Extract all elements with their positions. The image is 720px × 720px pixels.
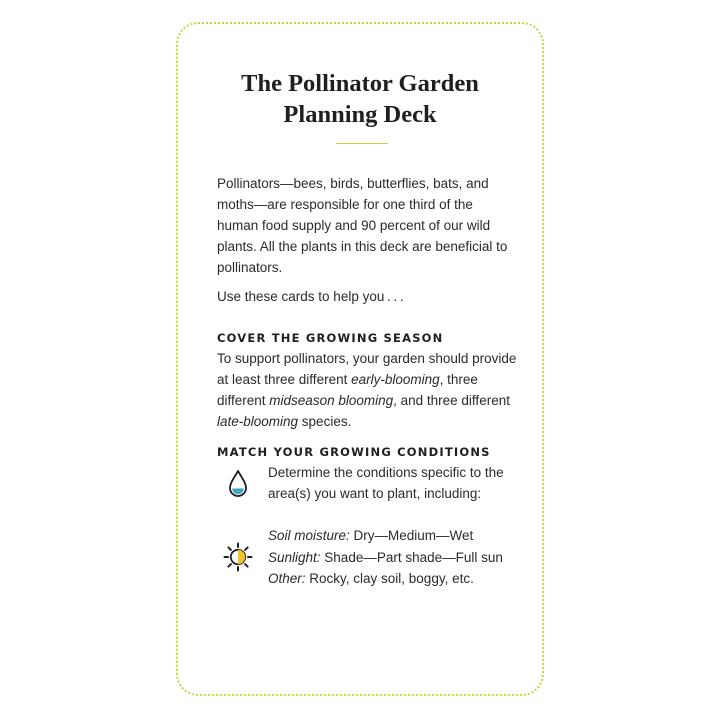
emphasis-midseason: midseason blooming: [269, 393, 394, 408]
conditions-paragraph: Determine the conditions specific to the area(s) you want to plant, including:: [268, 465, 504, 501]
emphasis-late: late-blooming: [217, 414, 299, 429]
section-heading-growing-conditions: MATCH YOUR GROWING CONDITIONS: [217, 445, 491, 459]
soil-moisture-label: Soil moisture:: [268, 528, 350, 543]
info-card: [176, 22, 544, 696]
sun-icon: [223, 542, 253, 572]
text-segment: species.: [298, 414, 352, 429]
section-heading-growing-season: COVER THE GROWING SEASON: [217, 331, 444, 345]
sunlight-label: Sunlight:: [268, 549, 321, 565]
title-divider: [336, 143, 388, 144]
use-cards-text: Use these cards to help you . . .: [217, 289, 404, 304]
sunlight-value: Shade—Part shade—Full sun: [320, 549, 503, 565]
other-value: Rocky, clay soil, boggy, etc.: [305, 571, 474, 586]
conditions-list: [268, 525, 528, 590]
title-line-2: Planning Deck: [283, 101, 437, 128]
sunlight-line: [268, 547, 528, 569]
text-segment: To support pollinators, your garden should provide at least three different: [217, 351, 517, 387]
text-segment: , three different: [217, 372, 478, 408]
growing-season-paragraph: [217, 348, 517, 432]
other-label: Other:: [268, 571, 306, 586]
soil-moisture-value: Dry—Medium—Wet: [349, 528, 474, 543]
text-segment: , and three different: [393, 393, 510, 408]
emphasis-early: early-blooming: [351, 372, 440, 387]
intro-paragraph: Pollinators—bees, birds, butterflies, bats, and moths—are responsible for one third of the human food supply and 90 percent of our wild plants. All the plants in this deck are beneficial to pollinators.: [217, 176, 508, 275]
title-line-1: The Pollinator Garden: [241, 70, 479, 97]
water-drop-icon: [228, 470, 248, 498]
soil-moisture-line: [268, 525, 528, 547]
other-line: [268, 568, 528, 590]
card-title: [178, 68, 542, 130]
